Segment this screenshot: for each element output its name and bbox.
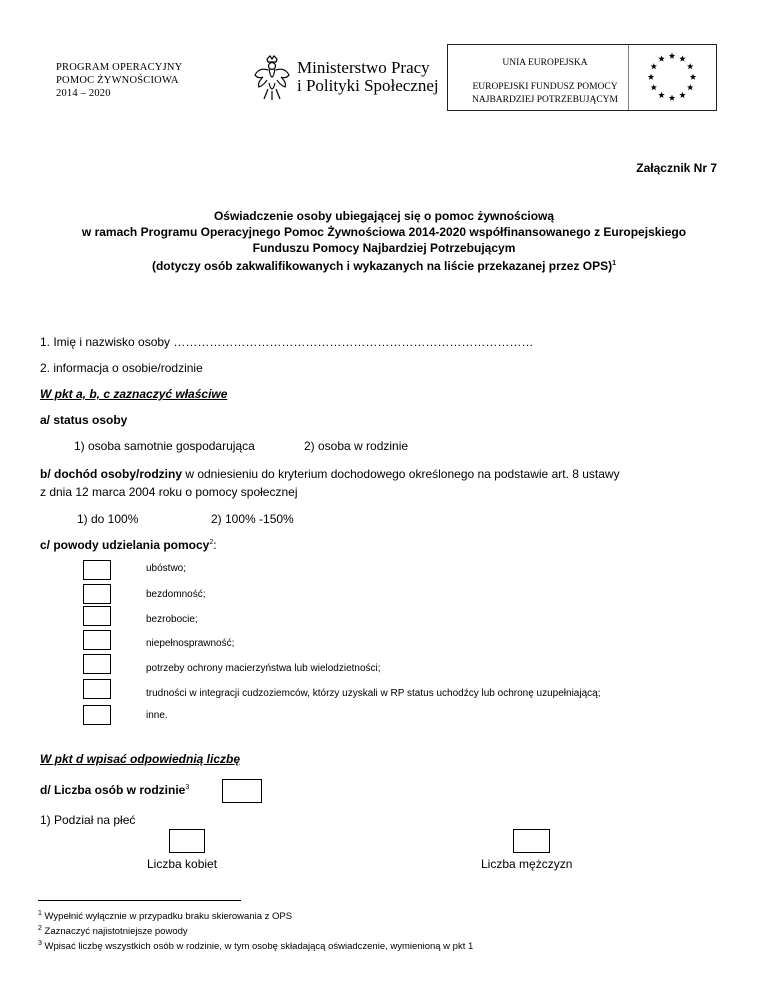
eu-fund-line: NAJBARDZIEJ POTRZEBUJĄCYM bbox=[472, 95, 618, 105]
instruction-abc: W pkt a, b, c zaznaczyć właściwe bbox=[40, 387, 228, 401]
gender-label: 1) Podział na płeć bbox=[40, 813, 136, 827]
ministry-name bbox=[297, 59, 439, 95]
status-option-alone[interactable]: 1) osoba samotnie gospodarująca bbox=[74, 439, 255, 453]
reason-checkbox[interactable] bbox=[83, 584, 111, 604]
reason-checkbox[interactable] bbox=[83, 654, 111, 674]
footnote-number: 1 bbox=[38, 910, 42, 917]
reason-checkbox[interactable] bbox=[83, 630, 111, 650]
eu-star-icon bbox=[648, 74, 654, 80]
women-count-label: Liczba kobiet bbox=[147, 857, 218, 871]
men-count-input[interactable] bbox=[513, 829, 550, 853]
eu-text bbox=[472, 57, 618, 108]
women-count-input[interactable] bbox=[169, 829, 205, 853]
reason-checkbox[interactable] bbox=[83, 606, 111, 626]
name-field[interactable]: 1. Imię i nazwisko osoby ……………………………………………………………………………… bbox=[40, 335, 534, 349]
footnote-ref: 3 bbox=[185, 784, 190, 791]
reason-label: potrzeby ochrony macierzyństwa lub wielodzietności; bbox=[146, 663, 381, 674]
eu-star-icon bbox=[669, 53, 675, 59]
footnote-number: 3 bbox=[38, 940, 42, 947]
reason-checkbox[interactable] bbox=[83, 705, 111, 725]
eu-fund-line: EUROPEJSKI FUNDUSZ POMOCY bbox=[472, 81, 618, 92]
info-label: 2. informacja o osobie/rodzinie bbox=[40, 361, 203, 375]
eu-star-icon bbox=[658, 92, 664, 98]
instruction-d: W pkt d wpisać odpowiednią liczbę bbox=[40, 752, 241, 766]
income-label-line2: z dnia 12 marca 2004 roku o pomocy społecznej bbox=[40, 485, 298, 499]
men-count-label: Liczba mężczyzn bbox=[481, 857, 573, 871]
eu-union-label: UNIA EUROPEJSKA bbox=[502, 58, 588, 68]
footnote bbox=[38, 910, 292, 922]
eu-star-icon bbox=[651, 84, 657, 90]
income-option-100-150[interactable]: 2) 100% -150% bbox=[211, 512, 294, 526]
eu-star-icon bbox=[669, 95, 675, 101]
eu-star-icon bbox=[679, 92, 685, 98]
title-line-text: (dotyczy osób zakwalifikowanych i wykazanych na liście przekazanej przez OPS) bbox=[151, 259, 613, 273]
program-line: POMOC ŻYWNOŚCIOWA bbox=[56, 75, 179, 86]
footnote-ref: 2 bbox=[209, 539, 214, 546]
footnote-ref: 1 bbox=[612, 260, 617, 267]
title-line: Funduszu Pomocy Najbardziej Potrzebującym bbox=[252, 241, 516, 255]
footnote bbox=[38, 925, 188, 937]
reasons-label-text: c/ powody udzielania pomocy bbox=[40, 538, 210, 552]
reason-label: inne. bbox=[146, 710, 168, 721]
reason-label: niepełnosprawność; bbox=[146, 638, 235, 649]
title-line: Oświadczenie osoby ubiegającej się o pomoc żywnościową bbox=[213, 209, 555, 223]
eu-star-icon bbox=[679, 55, 685, 61]
income-label-rest: w odniesieniu do kryterium dochodowego określonego na podstawie art. 8 ustawy bbox=[182, 467, 620, 481]
eu-star-icon bbox=[651, 63, 657, 69]
annex-number: Załącznik Nr 7 bbox=[636, 161, 717, 175]
income-label bbox=[40, 467, 620, 481]
income-option-100[interactable]: 1) do 100% bbox=[77, 512, 139, 526]
eu-star-icon bbox=[687, 84, 693, 90]
reason-checkbox[interactable] bbox=[83, 560, 111, 580]
footnote-text: Wypełnić wyłącznie w przypadku braku skierowania z OPS bbox=[44, 911, 293, 923]
reason-label: ubóstwo; bbox=[146, 563, 187, 574]
reason-checkbox[interactable] bbox=[83, 679, 111, 699]
reasons-label bbox=[40, 538, 217, 552]
reason-label: bezrobocie; bbox=[146, 614, 198, 625]
ministry-line: i Polityki Społecznej bbox=[297, 76, 439, 95]
program-line: 2014 – 2020 bbox=[56, 88, 111, 99]
family-size-input[interactable] bbox=[222, 779, 262, 803]
title-line: w ramach Programu Operacyjnego Pomoc Żywnościowa 2014-2020 współfinansowanego z Europejskiego bbox=[81, 225, 687, 239]
status-label: a/ status osoby bbox=[40, 413, 128, 427]
income-label-bold: b/ dochód osoby/rodziny bbox=[40, 467, 182, 481]
eu-logo-box bbox=[447, 44, 717, 111]
eu-star-icon bbox=[687, 63, 693, 69]
status-option-family[interactable]: 2) osoba w rodzinie bbox=[304, 439, 409, 453]
ministry-line: Ministerstwo Pracy bbox=[297, 58, 430, 77]
reason-label: bezdomność; bbox=[146, 589, 206, 600]
eu-star-icon bbox=[690, 74, 696, 80]
footnote-number: 2 bbox=[38, 925, 42, 932]
eu-star-icon bbox=[658, 55, 664, 61]
reason-label: trudności w integracji cudzoziemców, którzy uzyskali w RP status uchodźcy lub ochronę uzupełniającą; bbox=[146, 688, 601, 699]
program-header bbox=[56, 61, 182, 100]
footnote-text: Wpisać liczbę wszystkich osób w rodzinie, w tym osobę składającą oświadczenie, wymienioną w pkt 1 bbox=[44, 941, 474, 953]
title-line bbox=[40, 256, 728, 274]
reasons-colon: : bbox=[213, 538, 217, 552]
document-title bbox=[40, 208, 728, 274]
eagle-emblem-icon bbox=[253, 55, 291, 101]
footnote-text: Zaznaczyć najistotniejsze powody bbox=[44, 926, 188, 938]
family-size-label bbox=[40, 783, 189, 797]
eu-flag-icon bbox=[628, 45, 717, 110]
footnote-divider bbox=[38, 900, 241, 901]
program-line: PROGRAM OPERACYJNY bbox=[56, 62, 183, 73]
family-size-label-text: d/ Liczba osób w rodzinie bbox=[40, 783, 186, 797]
footnote bbox=[38, 940, 473, 952]
